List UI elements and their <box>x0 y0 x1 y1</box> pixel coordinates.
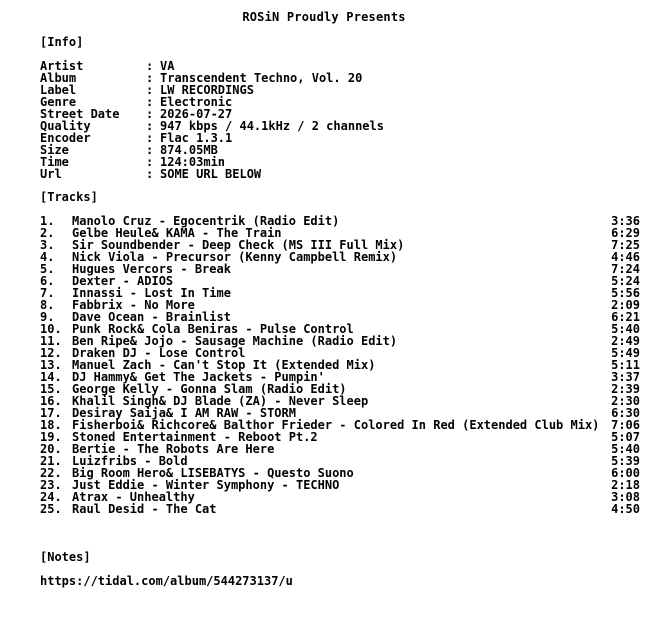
track-title: Luizfribs - Bold <box>72 454 188 468</box>
track-duration: 6:00 <box>611 466 640 480</box>
track-title: Sir Soundbender - Deep Check (MS III Full Mix) <box>72 238 405 252</box>
track-duration: 5:40 <box>611 442 640 456</box>
track-duration: 7:24 <box>611 262 640 276</box>
track-number: 14. <box>40 370 62 384</box>
info-row-quality <box>40 120 600 132</box>
track-duration: 6:30 <box>611 406 640 420</box>
track-title: Draken DJ - Lose Control <box>72 346 246 360</box>
info-separator: : <box>146 119 154 133</box>
info-value: Flac 1.3.1 <box>160 131 233 145</box>
track-duration: 6:29 <box>611 226 640 240</box>
track-number: 7. <box>40 286 55 300</box>
info-value: Transcendent Techno, Vol. 20 <box>160 71 363 85</box>
track-title: Manolo Cruz - Egocentrik (Radio Edit) <box>72 214 340 228</box>
track-number: 8. <box>40 298 55 312</box>
track-title: Big Room Hero& LISEBATYS - Questo Suono <box>72 466 354 480</box>
info-row-album <box>40 72 600 84</box>
track-title: Just Eddie - Winter Symphony - TECHNO <box>72 478 340 492</box>
info-key: Street Date <box>40 107 120 121</box>
track-duration: 5:49 <box>611 346 640 360</box>
track-number: 11. <box>40 334 62 348</box>
track-duration: 5:24 <box>611 274 640 288</box>
track-number: 2. <box>40 226 55 240</box>
track-number: 22. <box>40 466 62 480</box>
track-duration: 5:39 <box>611 454 640 468</box>
info-value: 124:03min <box>160 155 226 169</box>
track-duration: 5:40 <box>611 322 640 336</box>
info-separator: : <box>146 155 154 169</box>
track-number: 20. <box>40 442 62 456</box>
track-title: Stoned Entertainment - Reboot Pt.2 <box>72 430 318 444</box>
info-key: Size <box>40 143 69 157</box>
info-row-genre <box>40 96 600 108</box>
track-number: 13. <box>40 358 62 372</box>
track-number: 25. <box>40 502 62 516</box>
track-title: Dexter - ADIOS <box>72 274 174 288</box>
track-title: Raul Desid - The Cat <box>72 502 217 516</box>
track-number: 19. <box>40 430 62 444</box>
track-duration: 2:39 <box>611 382 640 396</box>
info-value: VA <box>160 59 175 73</box>
tracks-section-heading: [Tracks] <box>40 190 98 204</box>
track-row <box>40 503 640 515</box>
track-title: Fisherboi& Richcore& Balthor Frieder - Colored In Red (Extended Club Mix) <box>72 418 600 432</box>
track-number: 12. <box>40 346 62 360</box>
track-title: Atrax - Unhealthy <box>72 490 195 504</box>
info-separator: : <box>146 131 154 145</box>
info-separator: : <box>146 83 154 97</box>
info-row-encoder <box>40 132 600 144</box>
track-duration: 3:08 <box>611 490 640 504</box>
info-separator: : <box>146 107 154 121</box>
track-number: 21. <box>40 454 62 468</box>
track-title: DJ Hammy& Get The Jackets - Pumpin' <box>72 370 325 384</box>
track-duration: 3:37 <box>611 370 640 384</box>
track-duration: 3:36 <box>611 214 640 228</box>
track-title: Ben Ripe& Jojo - Sausage Machine (Radio Edit) <box>72 334 398 348</box>
info-fields <box>40 60 600 180</box>
track-duration: 7:25 <box>611 238 640 252</box>
info-key: Url <box>40 167 62 181</box>
track-title: George Kelly - Gonna Slam (Radio Edit) <box>72 382 347 396</box>
info-key: Quality <box>40 119 91 133</box>
info-row-size <box>40 144 600 156</box>
track-number: 6. <box>40 274 55 288</box>
track-number: 5. <box>40 262 55 276</box>
track-title: Hugues Vercors - Break <box>72 262 231 276</box>
track-number: 23. <box>40 478 62 492</box>
track-number: 3. <box>40 238 55 252</box>
track-duration: 5:56 <box>611 286 640 300</box>
track-title: Gelbe Heule& KAMA - The Train <box>72 226 282 240</box>
track-number: 15. <box>40 382 62 396</box>
info-value: 874.05MB <box>160 143 218 157</box>
release-banner: ROSiN Proudly Presents <box>242 10 406 24</box>
track-duration: 6:21 <box>611 310 640 324</box>
track-title: Punk Rock& Cola Beniras - Pulse Control <box>72 322 354 336</box>
track-number: 17. <box>40 406 62 420</box>
info-separator: : <box>146 143 154 157</box>
info-row-url <box>40 168 600 180</box>
track-title: Khalil Singh& DJ Blade (ZA) - Never Sleep <box>72 394 369 408</box>
track-number: 24. <box>40 490 62 504</box>
track-number: 1. <box>40 214 55 228</box>
track-list <box>40 215 640 515</box>
notes-section-heading: [Notes] <box>40 550 91 564</box>
track-title: Fabbrix - No More <box>72 298 195 312</box>
info-separator: : <box>146 59 154 73</box>
info-value: 947 kbps / 44.1kHz / 2 channels <box>160 119 384 133</box>
info-section-heading: [Info] <box>40 35 84 49</box>
track-title: Innassi - Lost In Time <box>72 286 231 300</box>
info-key: Time <box>40 155 69 169</box>
track-duration: 2:09 <box>611 298 640 312</box>
info-row-label <box>40 84 600 96</box>
track-title: Dave Ocean - Brainlist <box>72 310 231 324</box>
track-duration: 5:11 <box>611 358 640 372</box>
track-duration: 2:18 <box>611 478 640 492</box>
info-value: 2026-07-27 <box>160 107 233 121</box>
info-key: Encoder <box>40 131 91 145</box>
track-duration: 4:50 <box>611 502 640 516</box>
track-number: 4. <box>40 250 55 264</box>
track-duration: 5:07 <box>611 430 640 444</box>
track-number: 18. <box>40 418 62 432</box>
info-key: Genre <box>40 95 77 109</box>
track-title: Manuel Zach - Can't Stop It (Extended Mix) <box>72 358 376 372</box>
track-duration: 2:30 <box>611 394 640 408</box>
info-key: Album <box>40 71 77 85</box>
info-value: LW RECORDINGS <box>160 83 254 97</box>
track-duration: 4:46 <box>611 250 640 264</box>
info-separator: : <box>146 95 154 109</box>
track-number: 16. <box>40 394 62 408</box>
info-separator: : <box>146 71 154 85</box>
track-title: Bertie - The Robots Are Here <box>72 442 275 456</box>
track-duration: 2:49 <box>611 334 640 348</box>
track-title: Nick Viola - Precursor (Kenny Campbell Remix) <box>72 250 398 264</box>
info-row-time <box>40 156 600 168</box>
info-key: Label <box>40 83 77 97</box>
track-number: 9. <box>40 310 55 324</box>
track-duration: 7:06 <box>611 418 640 432</box>
info-separator: : <box>146 167 154 181</box>
info-value: Electronic <box>160 95 233 109</box>
info-value: SOME URL BELOW <box>160 167 262 181</box>
album-url: https://tidal.com/album/544273137/u <box>40 574 293 588</box>
info-key: Artist <box>40 59 84 73</box>
track-title: Desiray Saija& I AM RAW - STORM <box>72 406 296 420</box>
track-number: 10. <box>40 322 62 336</box>
